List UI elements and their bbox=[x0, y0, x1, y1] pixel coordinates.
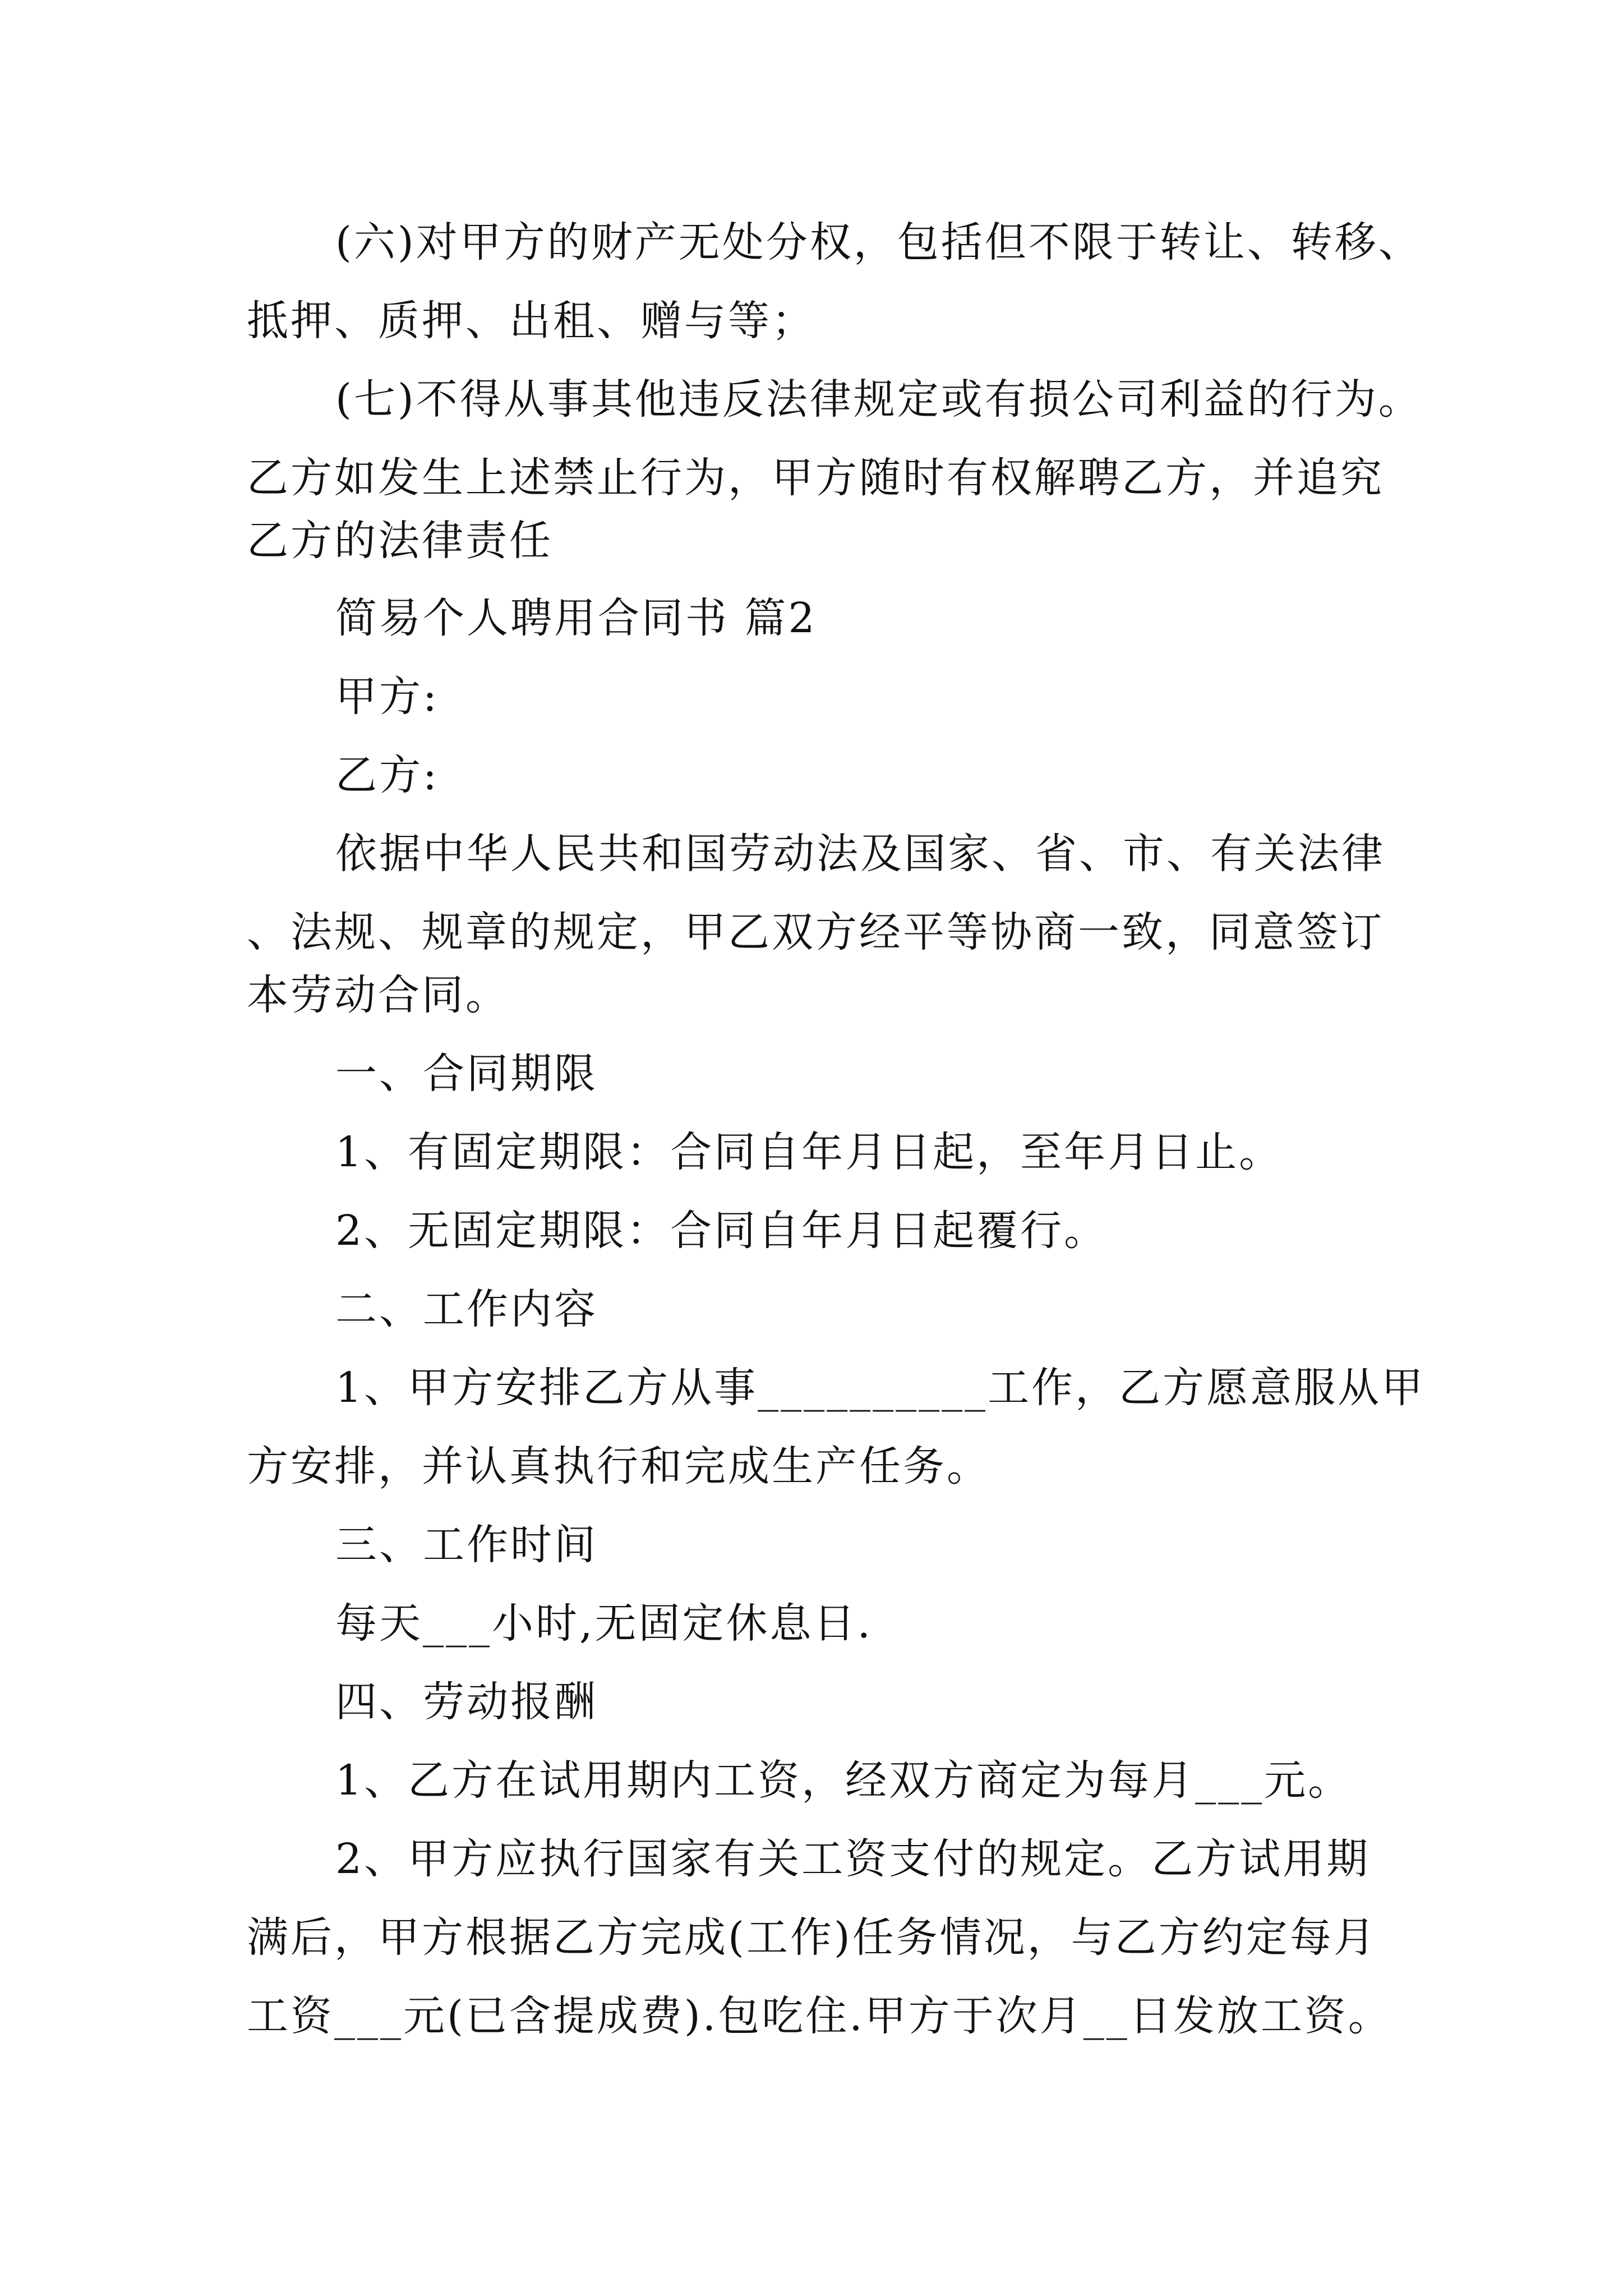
party-a-label: 甲方: bbox=[335, 673, 439, 721]
section-heading: 简易个人聘用合同书 篇2 bbox=[335, 594, 817, 642]
pay-item-2-line-3: 工资___元(已含提成费).包吃住.甲方于次月__日发放工资。 bbox=[247, 1992, 1392, 2040]
preamble-line-1: 依据中华人民共和国劳动法及国家、省、市、有关法律 bbox=[335, 830, 1385, 878]
clause-6-line-1: (六)对甲方的财产无处分权，包括但不限于转让、转移、 bbox=[335, 218, 1422, 266]
clause-7-line-3: 乙方的法律责任 bbox=[247, 517, 553, 565]
clause-6-line-2: 抵押、质押、出租、赠与等； bbox=[247, 297, 815, 345]
clause-7-line-2: 乙方如发生上述禁止行为，甲方随时有权解聘乙方，并追究 bbox=[247, 454, 1384, 502]
term-item-1: 1、有固定期限：合同自年月日起，至年月日止。 bbox=[335, 1128, 1283, 1176]
term-item-2: 2、无固定期限：合同自年月日起覆行。 bbox=[335, 1207, 1108, 1255]
pay-item-1: 1、乙方在试用期内工资，经双方商定为每月___元。 bbox=[335, 1756, 1352, 1805]
heading-work-hours: 三、工作时间 bbox=[335, 1521, 598, 1569]
preamble-line-2: 、法规、规章的规定，甲乙双方经平等协商一致，同意签订 bbox=[247, 908, 1384, 956]
work-item-1-line-2: 方安排，并认真执行和完成生产任务。 bbox=[247, 1442, 990, 1490]
heading-work-content: 二、工作内容 bbox=[335, 1285, 598, 1333]
clause-7-line-1: (七)不得从事其他违反法律规定或有损公司利益的行为。 bbox=[335, 375, 1422, 424]
pay-item-2-line-1: 2、甲方应执行国家有关工资支付的规定。乙方试用期 bbox=[335, 1835, 1371, 1883]
work-hours-text: 每天___小时,无固定休息日. bbox=[335, 1599, 873, 1648]
party-b-label: 乙方: bbox=[335, 751, 439, 799]
work-item-1-line-1: 1、甲方安排乙方从事__________工作，乙方愿意服从甲 bbox=[335, 1364, 1426, 1412]
heading-remuneration: 四、劳动报酬 bbox=[335, 1678, 598, 1726]
heading-contract-term: 一、合同期限 bbox=[335, 1050, 598, 1098]
pay-item-2-line-2: 满后，甲方根据乙方完成(工作)任务情况，与乙方约定每月 bbox=[247, 1913, 1377, 1962]
preamble-line-3: 本劳动合同。 bbox=[247, 971, 509, 1019]
